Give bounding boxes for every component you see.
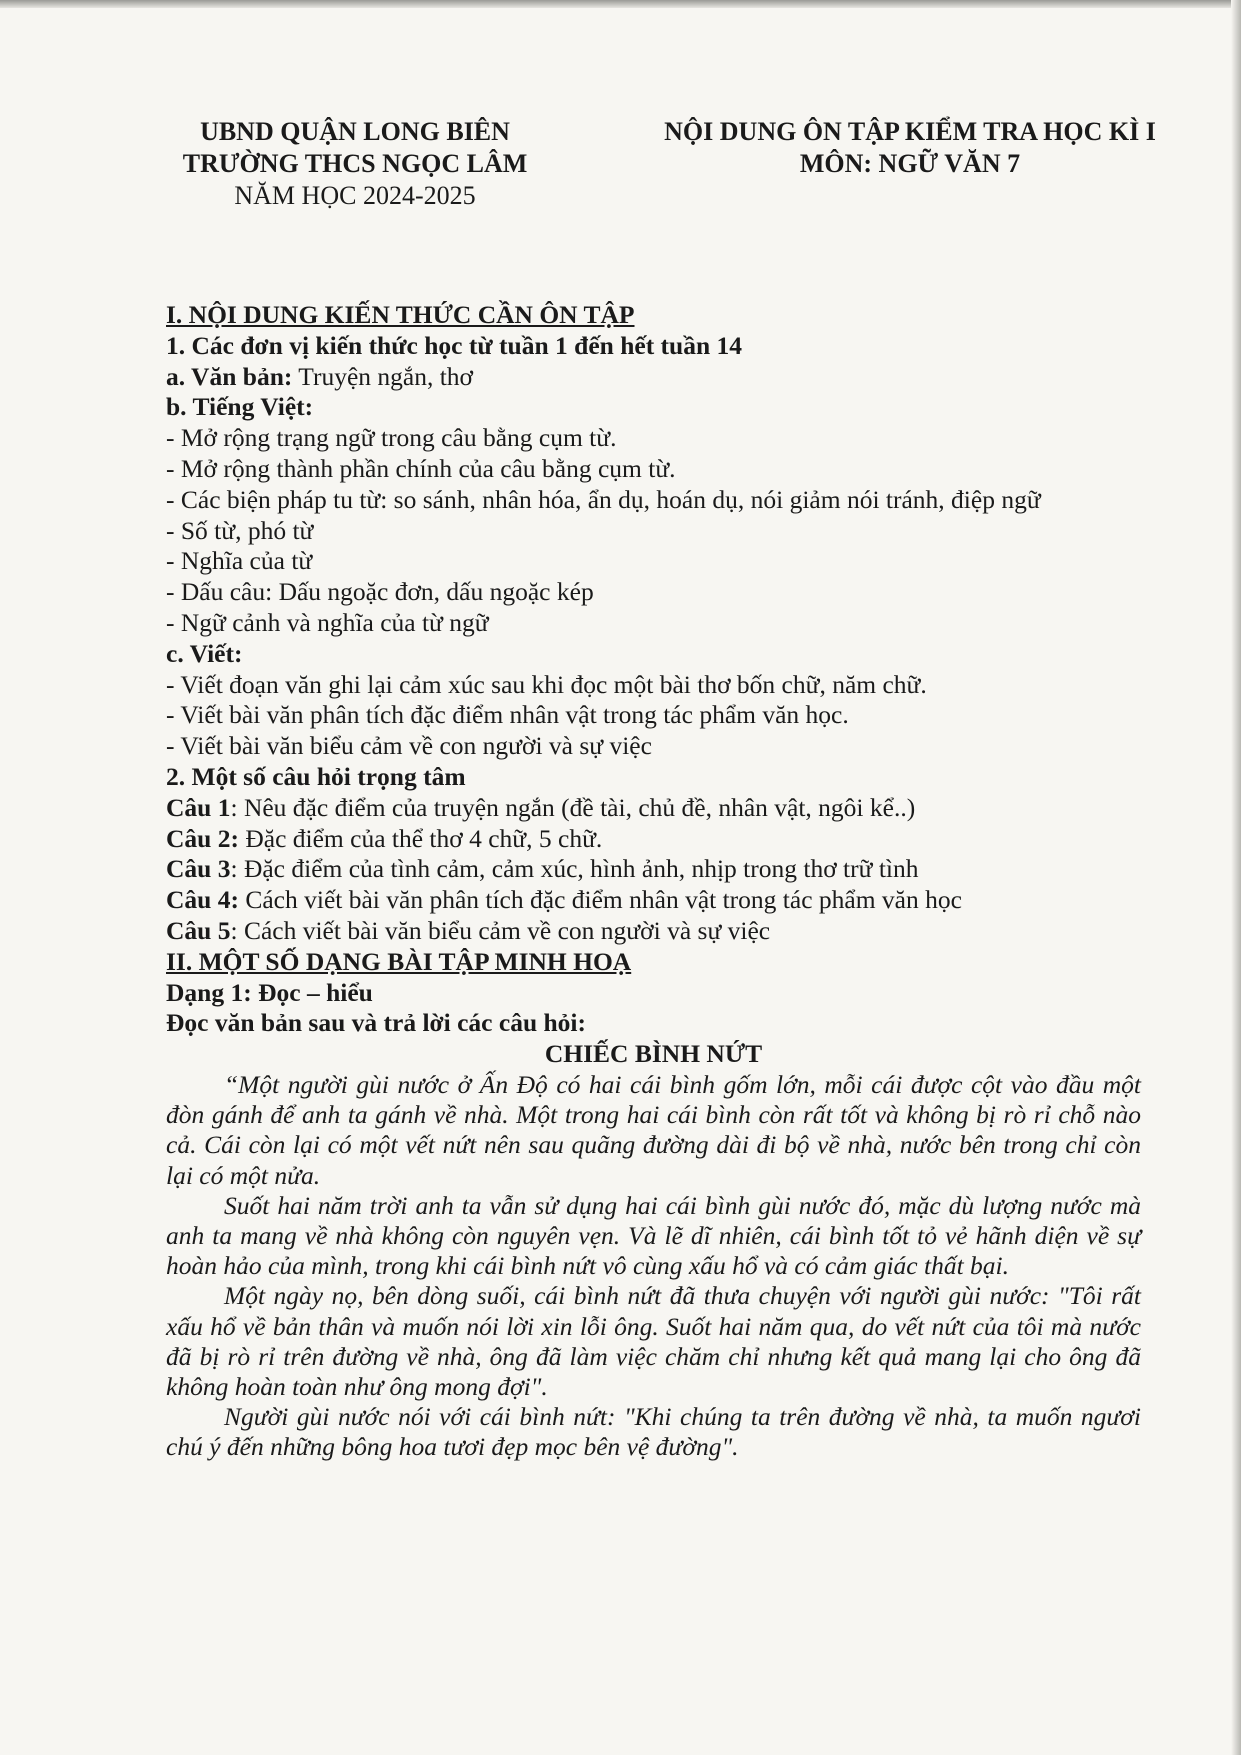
story-paragraph: Người gùi nước nói với cái bình nứt: "Khi chúng ta trên đường về nhà, ta muốn ngươi chú ý đến những bông hoa tươi đẹp mọc bên vệ đường". bbox=[166, 1402, 1141, 1462]
question-item bbox=[166, 824, 1141, 855]
part-a-line bbox=[166, 362, 1141, 393]
question-item bbox=[166, 793, 1141, 824]
exercise-type-heading: Dạng 1: Đọc – hiểu bbox=[166, 977, 373, 1007]
question-text: Cách viết bài văn phân tích đặc điểm nhân vật trong tác phẩm văn học bbox=[238, 885, 962, 915]
question-label: Câu 2: bbox=[166, 823, 239, 853]
scan-edge-right bbox=[1231, 0, 1241, 1755]
question-item bbox=[166, 885, 1141, 916]
list-item: - Viết bài văn phân tích đặc điểm nhân vật trong tác phẩm văn học. bbox=[166, 700, 849, 730]
question-label: Câu 5 bbox=[166, 915, 231, 945]
story-title: CHIẾC BÌNH NỨT bbox=[544, 1039, 763, 1069]
question-label: Câu 3 bbox=[166, 854, 231, 884]
question-text: Đặc điểm của thể thơ 4 chữ, 5 chữ. bbox=[238, 823, 603, 853]
school-year: NĂM HỌC 2024-2025 bbox=[234, 181, 476, 210]
question-text: : Cách viết bài văn biểu cảm về con người và sự việc bbox=[230, 915, 771, 945]
exercise-instruction: Đọc văn bản sau và trả lời các câu hỏi: bbox=[166, 1008, 587, 1038]
story-paragraph: Suốt hai năm trời anh ta vẫn sử dụng hai cái bình gùi nước đó, mặc dù lượng nước mà anh ta mang về nhà không còn nguyên vẹn. Và lẽ dĩ nhiên, cái bình tốt tỏ vẻ hãnh diện về sự hoàn hảo của mình, trong khi cái bình nứt vô cùng xấu hổ và có cảm giác thất bại. bbox=[166, 1190, 1141, 1281]
district-name: UBND QUẬN LONG BIÊN bbox=[200, 117, 510, 146]
story-paragraph: “Một người gùi nước ở Ấn Độ có hai cái bình gốm lớn, mỗi cái được cột vào đầu một đòn gánh để anh ta gánh về nhà. Một trong hai cái bình còn rất tốt và không bị rò rỉ chỗ nào cả. Cái còn lại có một vết nứt nên sau quãng đường dài đi bộ về nhà, nước bên trong chỉ còn lại có một nửa. bbox=[166, 1069, 1141, 1190]
question-item bbox=[166, 916, 1141, 947]
list-item: - Dấu câu: Dấu ngoặc đơn, dấu ngoặc kép bbox=[166, 577, 594, 607]
question-label: Câu 1 bbox=[166, 792, 231, 822]
section-1-heading: I. NỘI DUNG KIẾN THỨC CẦN ÔN TẬP bbox=[166, 300, 635, 329]
list-item: - Mở rộng thành phần chính của câu bằng cụm từ. bbox=[166, 453, 676, 483]
list-item: - Mở rộng trạng ngữ trong câu bằng cụm từ. bbox=[166, 423, 617, 453]
section-1-subheading-2: 2. Một số câu hỏi trọng tâm bbox=[166, 761, 466, 791]
list-item: - Viết đoạn văn ghi lại cảm xúc sau khi đọc một bài thơ bốn chữ, năm chữ. bbox=[166, 669, 927, 699]
part-c-label: c. Viết: bbox=[166, 638, 243, 668]
exam-header bbox=[620, 116, 1200, 180]
question-text: : Nêu đặc điểm của truyện ngắn (đề tài, chủ đề, nhân vật, ngôi kể..) bbox=[230, 792, 916, 822]
school-header bbox=[150, 116, 560, 212]
question-label: Câu 4: bbox=[166, 885, 239, 915]
story-passage bbox=[166, 1070, 1141, 1463]
document-body bbox=[166, 300, 1141, 1463]
school-name: TRƯỜNG THCS NGỌC LÂM bbox=[182, 149, 528, 178]
list-item: - Các biện pháp tu từ: so sánh, nhân hóa, ẩn dụ, hoán dụ, nói giảm nói tránh, điệp ngữ bbox=[166, 484, 1041, 514]
part-a-label: a. Văn bản: bbox=[166, 361, 293, 391]
part-b-label: b. Tiếng Việt: bbox=[166, 392, 314, 422]
list-item: - Ngữ cảnh và nghĩa của từ ngữ bbox=[166, 607, 489, 637]
question-item bbox=[166, 854, 1141, 885]
scan-edge-top bbox=[0, 0, 1241, 8]
subject-title: MÔN: NGỮ VĂN 7 bbox=[799, 149, 1021, 178]
list-item: - Nghĩa của từ bbox=[166, 546, 313, 576]
list-item: - Số từ, phó từ bbox=[166, 515, 314, 545]
part-a-text: Truyện ngắn, thơ bbox=[292, 361, 474, 391]
exam-title: NỘI DUNG ÔN TẬP KIỂM TRA HỌC KÌ I bbox=[664, 117, 1156, 146]
list-item: - Viết bài văn biểu cảm về con người và sự việc bbox=[166, 731, 652, 761]
question-text: : Đặc điểm của tình cảm, cảm xúc, hình ảnh, nhịp trong thơ trữ tình bbox=[230, 854, 919, 884]
story-paragraph: Một ngày nọ, bên dòng suối, cái bình nứt đã thưa chuyện với người gùi nước: "Tôi rất xấu hổ về bản thân và muốn nói lời xin lỗi ông. Suốt hai năm qua, do vết nứt của tôi mà nước đã bị rò rỉ trên đường về nhà, ông đã làm việc chăm chỉ nhưng kết quả mang lại cho ông đã không hoàn toàn như ông mong đợi". bbox=[166, 1281, 1141, 1401]
section-1-subheading: 1. Các đơn vị kiến thức học từ tuần 1 đến hết tuần 14 bbox=[166, 330, 743, 360]
section-2-heading: II. MỘT SỐ DẠNG BÀI TẬP MINH HOẠ bbox=[166, 946, 632, 976]
